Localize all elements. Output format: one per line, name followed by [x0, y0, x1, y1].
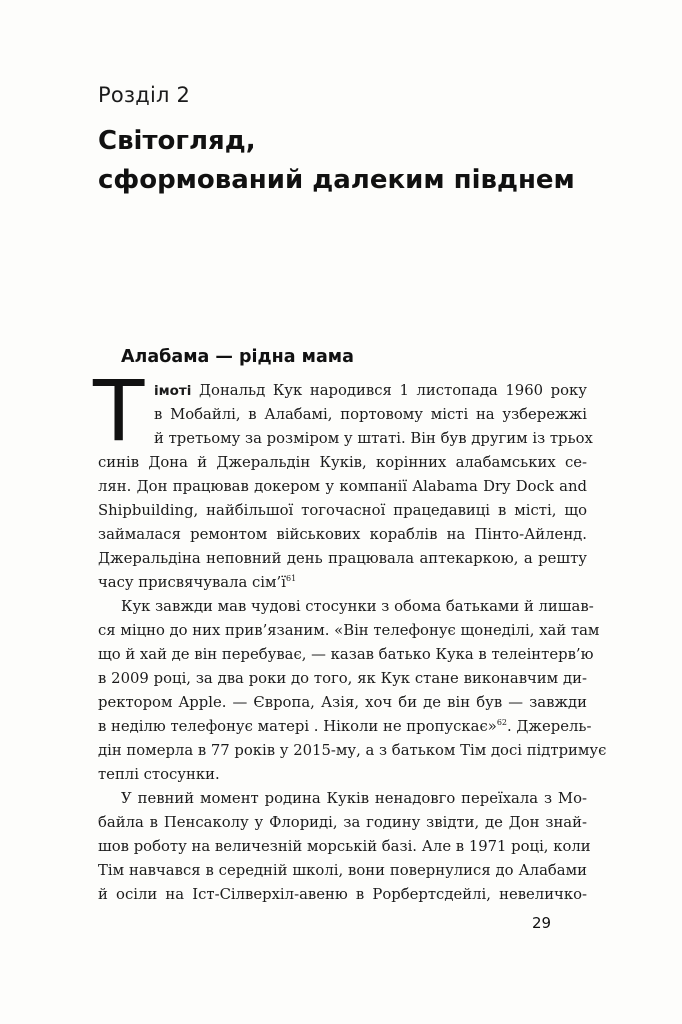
text-line: лян. Дон працював докером у компанії Alabama Dry Dock and [98, 478, 587, 495]
text-line: Тім навчався в середній школі, вони повернулися до Алабами [98, 862, 587, 879]
text-line: часу присвячувала $сім’ї^{61}$ [98, 574, 297, 591]
text-line: імоті Дональд Кук народився 1 листопада 1960 року [154, 382, 587, 399]
drop-cap: Т [93, 362, 145, 460]
chapter-label: Розділ 2 [98, 83, 191, 107]
text-line: шов роботу на величезній морській базі. Але в 1971 році, коли [98, 838, 591, 855]
text-line: що й хай де він перебуває, — казав батько Кука в телеінтерв’ю [98, 646, 594, 663]
page-number: 29 [532, 914, 552, 932]
text-line: У певний момент родина Куків ненадовго переїхала з Мо- [121, 790, 587, 807]
text-line: ся міцно до них прив’язаним. «Він телефонує щонеділі, хай там [98, 622, 600, 639]
text-line: в неділю телефонує матері . Ніколи не пропускає»$^{62}$. Джерель- [98, 718, 592, 735]
text-line: теплі стосунки. [98, 766, 220, 783]
footnote-marker: 62 [496, 718, 507, 727]
footnote-marker: 61 [285, 574, 297, 583]
text-line: дін померла в 77 років у 2015-му, а з батьком Тім досі підтримує [98, 742, 607, 759]
text-line: в Мобайлі, в Алабамі, портовому місті на узбережжі [154, 406, 587, 423]
text-line: в 2009 році, за два роки до того, як Кук стане виконавчим ди- [98, 670, 587, 687]
text-line: Кук завжди мав чудові стосунки з обома батьками й лишав- [121, 598, 594, 615]
text-line: й третьому за розміром у штаті. Він був другим із трьох [154, 430, 593, 447]
text-line: ректором Apple. — Європа, Азія, хоч би де він був — завжди [98, 694, 587, 711]
section-heading: Алабама — рідна мама [121, 347, 354, 367]
text-line: Shipbuilding, найбільшої тогочасної працедавиці в місті, що [98, 502, 587, 519]
first-word: імоті [154, 383, 192, 399]
text-line: синів Дона й Джеральдін Куків, корінних алабамських се- [98, 454, 587, 471]
chapter-title [98, 122, 618, 200]
text-line: займалася ремонтом військових кораблів на Пінто-Айленд. [98, 526, 587, 543]
text-line: й осіли на Іст-Сілверхіл-авеню в Рорбертсдейлі, невеличко- [98, 886, 587, 903]
text-line: байла в Пенсаколу у Флориді, за годину звідти, де Дон знай- [98, 814, 587, 831]
text-line: Джеральдіна неповний день працювала аптекаркою, а решту [98, 550, 587, 567]
chapter-title-line: сформований далеким півднем [98, 165, 575, 195]
chapter-title-line: Світогляд, [98, 126, 256, 156]
